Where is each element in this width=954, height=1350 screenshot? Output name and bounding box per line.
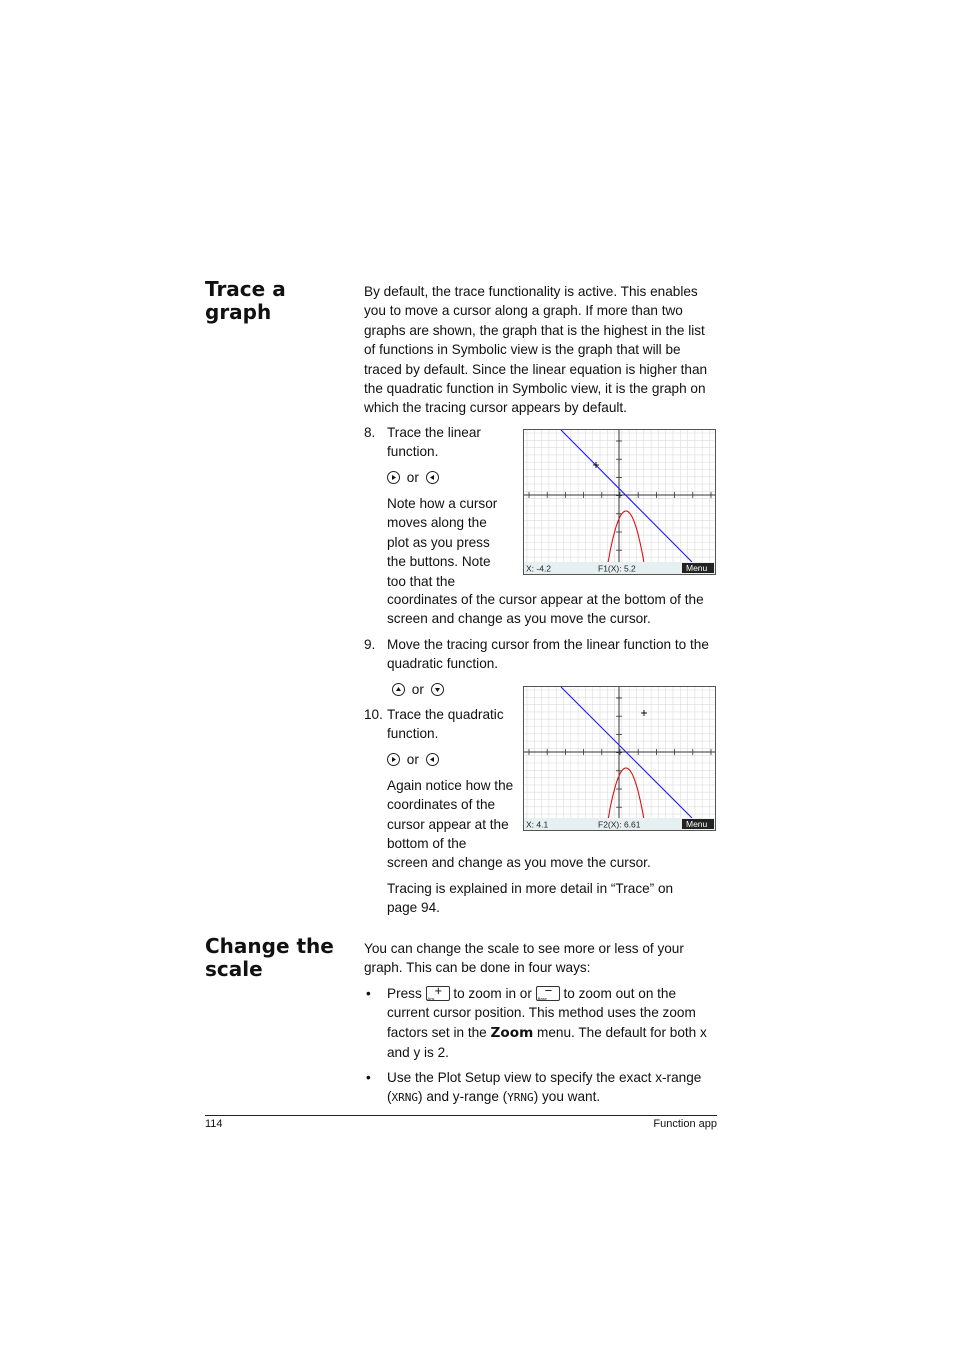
calculator-screen-1 — [523, 429, 716, 575]
zoom-rest2-text: menu. The default for both x and y is 2. — [387, 1024, 707, 1061]
step-10-keys — [387, 750, 507, 769]
step-9-text: Move the tracing cursor from the linear function to the quadratic function. — [387, 637, 709, 672]
down-arrow-key-icon — [431, 683, 444, 696]
section-heading-scale: Change the scale — [205, 934, 334, 981]
section-heading-trace: Trace a graph — [205, 277, 286, 324]
bullet-2-marker: • — [366, 1070, 371, 1085]
bullet-1-marker: • — [366, 986, 371, 1001]
x-coordinate-label: X: -4.2 — [526, 563, 552, 574]
chapter-name: Function app — [653, 1118, 717, 1130]
scale-intro-paragraph: You can change the scale to see more or less of your graph. This can be done in four ways: — [364, 941, 684, 976]
calculator-screen-2 — [523, 686, 716, 831]
footer-rule — [205, 1115, 717, 1116]
zoom-menu-word: Zoom — [490, 1024, 534, 1041]
zoom-in-text: to zoom in or — [453, 986, 532, 1001]
plus-key-icon: + Ans — [426, 986, 450, 1001]
trace-cursor — [641, 710, 647, 716]
page-number: 114 — [205, 1118, 223, 1130]
step-10-note-continued: screen and change as you move the cursor. — [387, 855, 651, 870]
trace-reference: Tracing is explained in more detail in “Trace” on page 94. — [387, 881, 674, 916]
step-8-number: 8. — [364, 425, 376, 440]
or-text: or — [406, 470, 419, 485]
press-text: Press — [387, 986, 422, 1001]
function-value-label: F2(X): 6.61 — [598, 819, 641, 830]
menu-label: Menu — [686, 819, 708, 829]
xrng-code: XRNG — [391, 1091, 419, 1105]
step-8-keys — [387, 468, 507, 487]
up-arrow-key-icon — [392, 683, 405, 696]
yrng-code: YRNG — [507, 1091, 534, 1105]
step-10-text: Trace the quadratic function. — [387, 707, 504, 742]
minus-key-icon: − Base — [536, 986, 560, 1001]
left-arrow-key-icon — [426, 471, 439, 484]
step-8-text: Trace the linear function. — [387, 425, 481, 460]
zoom-rest-text: current cursor position. This method uses the zoom factors set in the — [387, 1005, 696, 1040]
menu-label: Menu — [686, 563, 708, 573]
step-10-number: 10. — [364, 707, 383, 722]
step-9-number: 9. — [364, 637, 376, 652]
function-value-label: F1(X): 5.2 — [598, 563, 636, 574]
left-arrow-key-icon — [426, 753, 439, 766]
or-text: or — [411, 682, 424, 697]
bullet-2-text: Use the Plot Setup view to specify the exact x-range (XRNG) and y-range (YRNG) you want. — [387, 1070, 702, 1105]
x-coordinate-label: X: 4.1 — [526, 819, 549, 830]
step-9-keys — [392, 680, 512, 699]
graph-plot-1 — [524, 430, 715, 574]
right-arrow-key-icon — [387, 471, 400, 484]
step-10-note: Again notice how the coordinates of the cursor appear at the bottom of the — [387, 778, 514, 852]
trace-intro-paragraph: By default, the trace functionality is active. This enables you to move a cursor along a graph. If more than two graphs are shown, the graph that is the highest in the list of functions in Symbolic view is the graph that will be traced by default. Since the linear equation is higher than the quadratic function in Symbolic view, it is the graph on which the tracing cursor appears by default. — [364, 284, 708, 416]
graph-plot-2 — [524, 687, 715, 830]
zoom-out-text: to zoom out on the — [563, 986, 677, 1001]
bullet-1-text — [387, 984, 717, 1063]
right-arrow-key-icon — [387, 753, 400, 766]
step-8-note: Note how a cursor moves along the plot as you press the buttons. Note too that the — [387, 496, 498, 589]
or-text: or — [406, 752, 419, 767]
step-8-note-continued: coordinates of the cursor appear at the bottom of the screen and change as you move the cursor. — [387, 592, 704, 627]
